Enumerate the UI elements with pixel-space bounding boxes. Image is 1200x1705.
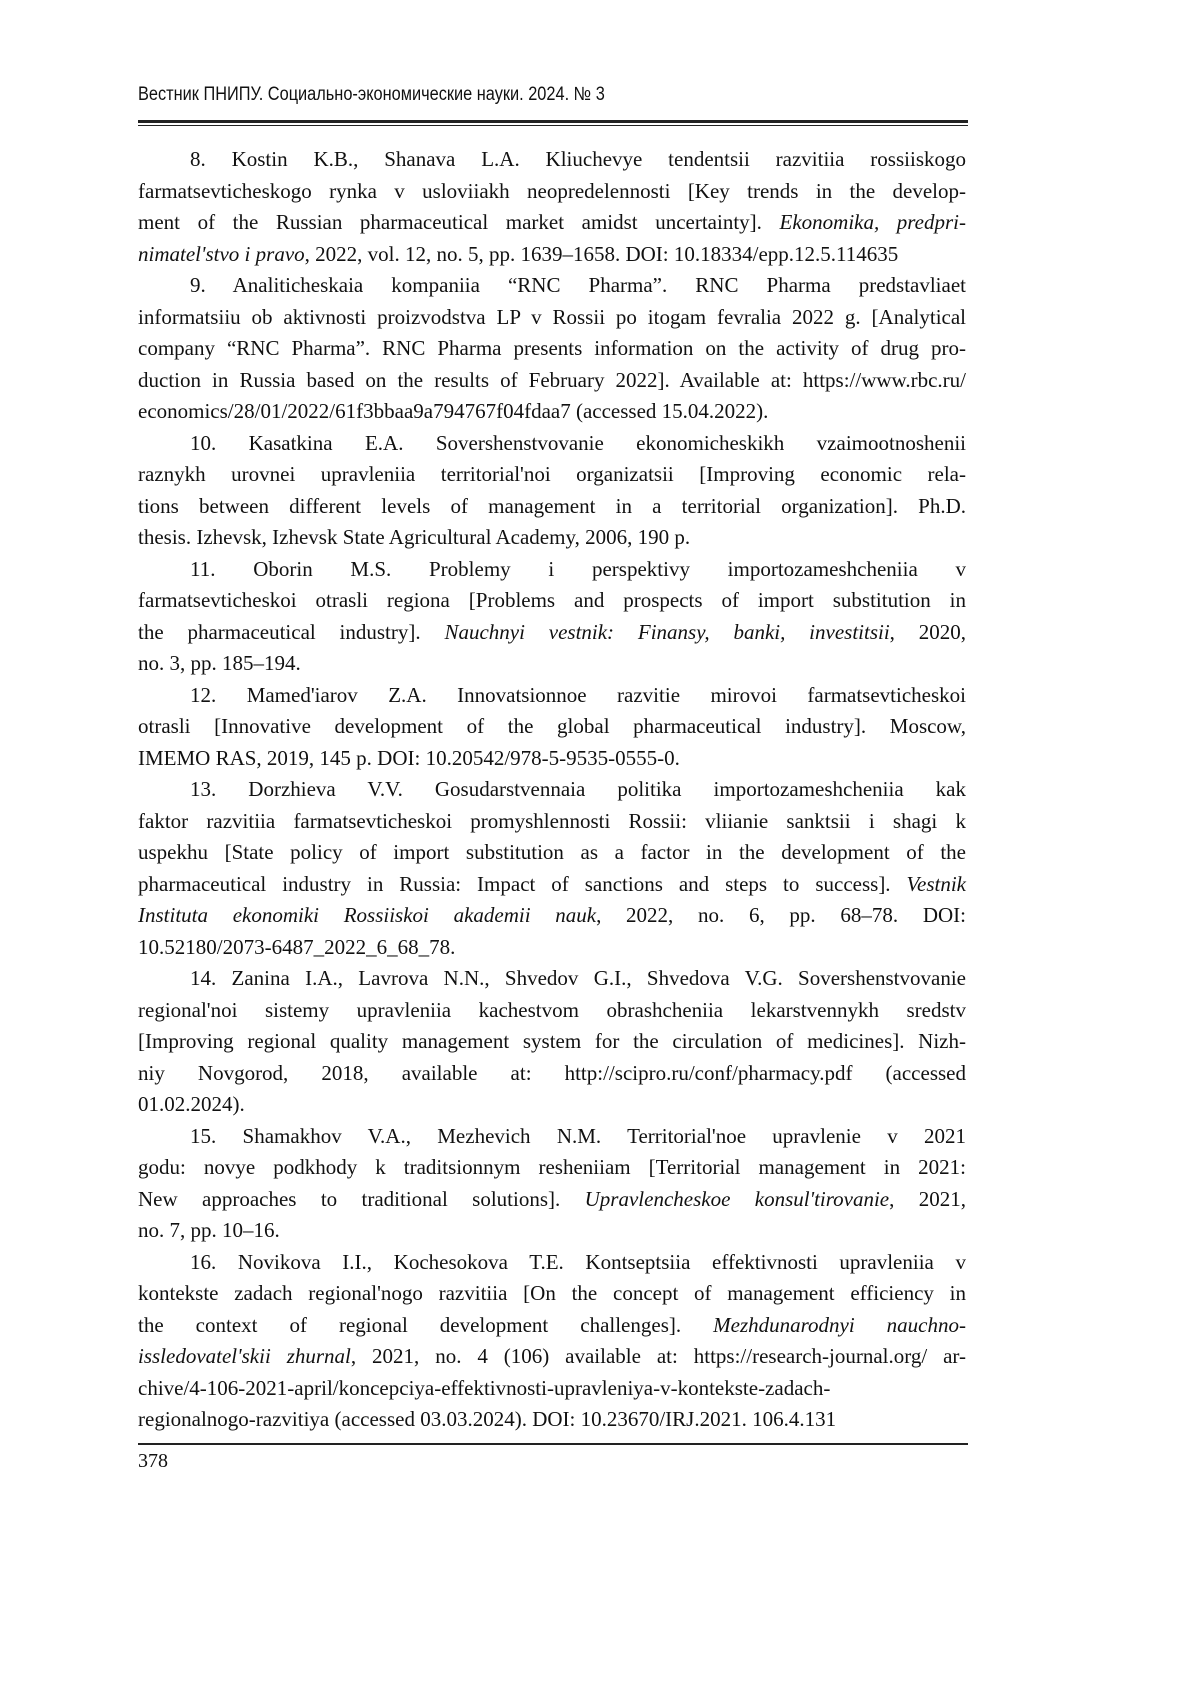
- reference-text: godu: novye podkhody k traditsionnym resheniiam [Territorial management in 2021:: [138, 1155, 966, 1179]
- reference-line: [138, 396, 966, 428]
- reference-text: chive/4-106-2021-april/koncepciya-effektivnosti-upravleniya-v-kontekste-zadach-: [138, 1376, 830, 1400]
- reference-line: [138, 963, 966, 995]
- reference-line: [138, 774, 966, 806]
- reference-text: the pharmaceutical industry].: [138, 620, 444, 644]
- reference-entry: [138, 774, 966, 963]
- reference-line: [138, 1058, 966, 1090]
- reference-text: regional'noi sistemy upravleniia kachestvom obrashcheniia lekarstvennykh sredstv: [138, 998, 966, 1022]
- reference-line: [138, 837, 966, 869]
- reference-line: [138, 1278, 966, 1310]
- footer-divider: [138, 1443, 968, 1445]
- header-divider-thin: [138, 125, 968, 126]
- reference-text: 16. Novikova I.I., Kochesokova T.E. Kontseptsiia effektivnosti upravleniia v: [190, 1250, 966, 1274]
- reference-line: [138, 1089, 966, 1121]
- reference-line: [138, 1341, 966, 1373]
- reference-text: , 2021,: [889, 1187, 966, 1211]
- reference-text: ment of the Russian pharmaceutical market amidst uncertainty].: [138, 210, 780, 234]
- reference-text: tions between different levels of management in a territorial organization]. Ph.D.: [138, 494, 966, 518]
- reference-line: [138, 1215, 966, 1247]
- reference-text: the context of regional development challenges].: [138, 1313, 713, 1337]
- reference-line: [138, 491, 966, 523]
- reference-line: [138, 365, 966, 397]
- reference-line: [138, 1121, 966, 1153]
- reference-line: [138, 333, 966, 365]
- reference-line: [138, 1247, 966, 1279]
- reference-line: [138, 1152, 966, 1184]
- reference-entry: [138, 963, 966, 1121]
- reference-text: 01.02.2024).: [138, 1092, 245, 1116]
- reference-line: [138, 1373, 966, 1405]
- reference-text: 10. Kasatkina E.A. Sovershenstvovanie ekonomicheskikh vzaimootnoshenii: [190, 431, 966, 455]
- reference-text: uspekhu [State policy of import substitution as a factor in the development of the: [138, 840, 966, 864]
- reference-line: [138, 1184, 966, 1216]
- reference-text: 14. Zanina I.A., Lavrova N.N., Shvedov G.I., Shvedova V.G. Sovershenstvovanie: [190, 966, 966, 990]
- reference-text: , 2022, no. 6, pp. 68–78. DOI:: [596, 903, 966, 927]
- reference-text: 13. Dorzhieva V.V. Gosudarstvennaia politika importozameshcheniia kak: [190, 777, 966, 801]
- reference-line: [138, 995, 966, 1027]
- reference-text: no. 7, pp. 10–16.: [138, 1218, 280, 1242]
- reference-text: 9. Analiticheskaia kompaniia “RNC Pharma”. RNC Pharma predstavliaet: [190, 273, 966, 297]
- reference-text: , 2021, no. 4 (106) available at: https://research-journal.org/ ar-: [351, 1344, 966, 1368]
- reference-text: niy Novgorod, 2018, available at: http://scipro.ru/conf/pharmacy.pdf (accessed: [138, 1061, 966, 1085]
- reference-text: 15. Shamakhov V.A., Mezhevich N.M. Territorial'noe upravlenie v 2021: [190, 1124, 966, 1148]
- reference-text: faktor razvitiia farmatsevticheskoi promyshlennosti Rossii: vliianie sanktsii i shagi k: [138, 809, 966, 833]
- reference-list: [138, 144, 966, 1436]
- reference-line: [138, 1310, 966, 1342]
- reference-text: informatsiiu ob aktivnosti proizvodstva LP v Rossii po itogam fevralia 2022 g. [Analytical: [138, 305, 966, 329]
- reference-line: [138, 144, 966, 176]
- reference-text: 11. Oborin M.S. Problemy i perspektivy importozameshcheniia v: [190, 557, 966, 581]
- reference-text: company “RNC Pharma”. RNC Pharma presents information on the activity of drug pro-: [138, 336, 966, 360]
- reference-text: raznykh urovnei upravleniia territorial'noi organizatsii [Improving economic rela-: [138, 462, 966, 486]
- reference-source-italic: Ekonomika, predpri-: [780, 210, 967, 234]
- reference-line: [138, 239, 966, 271]
- reference-line: [138, 1404, 966, 1436]
- reference-source-italic: Upravlencheskoe konsul'tirovanie: [585, 1187, 890, 1211]
- reference-text: 12. Mamed'iarov Z.A. Innovatsionnoe razvitie mirovoi farmatsevticheskoi: [190, 683, 966, 707]
- reference-line: [138, 459, 966, 491]
- reference-text: 8. Kostin K.B., Shanava L.A. Kliuchevye tendentsii razvitiia rossiiskogo: [190, 147, 966, 171]
- reference-source-italic: Instituta ekonomiki Rossiiskoi akademii nauk: [138, 903, 596, 927]
- reference-line: [138, 743, 966, 775]
- reference-text: regionalnogo-razvitiya (accessed 03.03.2024). DOI: 10.23670/IRJ.2021. 106.4.131: [138, 1407, 836, 1431]
- reference-text: , 2022, vol. 12, no. 5, pp. 1639–1658. DOI: 10.18334/epp.12.5.114635: [305, 242, 899, 266]
- reference-source-italic: Vestnik: [907, 872, 966, 896]
- reference-line: [138, 900, 966, 932]
- journal-header: Вестник ПНИПУ. Социально-экономические науки. 2024. № 3: [138, 84, 605, 106]
- reference-text: farmatsevticheskoi otrasli regiona [Problems and prospects of import substitution in: [138, 588, 966, 612]
- reference-text: thesis. Izhevsk, Izhevsk State Agricultural Academy, 2006, 190 p.: [138, 525, 690, 549]
- reference-text: kontekste zadach regional'nogo razvitiia [On the concept of management efficiency in: [138, 1281, 966, 1305]
- reference-text: no. 3, pp. 185–194.: [138, 651, 301, 675]
- reference-entry: [138, 1121, 966, 1247]
- reference-text: [Improving regional quality management system for the circulation of medicines]. Nizh-: [138, 1029, 966, 1053]
- reference-text: 10.52180/2073-6487_2022_6_68_78.: [138, 935, 455, 959]
- reference-entry: [138, 270, 966, 428]
- reference-text: economics/28/01/2022/61f3bbaa9a794767f04fdaa7 (accessed 15.04.2022).: [138, 399, 768, 423]
- reference-text: pharmaceutical industry in Russia: Impact of sanctions and steps to success].: [138, 872, 907, 896]
- reference-line: [138, 617, 966, 649]
- header-divider: [138, 120, 968, 123]
- reference-text: farmatsevticheskogo rynka v usloviiakh neopredelennosti [Key trends in the develop-: [138, 179, 966, 203]
- reference-entry: [138, 428, 966, 554]
- reference-entry: [138, 144, 966, 270]
- reference-entry: [138, 1247, 966, 1436]
- reference-text: IMEMO RAS, 2019, 145 p. DOI: 10.20542/978-5-9535-0555-0.: [138, 746, 680, 770]
- reference-text: , 2020,: [890, 620, 966, 644]
- reference-text: otrasli [Innovative development of the global pharmaceutical industry]. Moscow,: [138, 714, 966, 738]
- reference-line: [138, 176, 966, 208]
- reference-line: [138, 711, 966, 743]
- reference-line: [138, 585, 966, 617]
- reference-entry: [138, 554, 966, 680]
- reference-line: [138, 869, 966, 901]
- reference-line: [138, 302, 966, 334]
- reference-source-italic: Mezhdunarodnyi nauchno-: [713, 1313, 966, 1337]
- reference-source-italic: nimatel'stvo i pravo: [138, 242, 305, 266]
- reference-line: [138, 428, 966, 460]
- reference-line: [138, 522, 966, 554]
- reference-line: [138, 554, 966, 586]
- reference-entry: [138, 680, 966, 775]
- reference-line: [138, 270, 966, 302]
- reference-line: [138, 932, 966, 964]
- reference-text: New approaches to traditional solutions].: [138, 1187, 585, 1211]
- reference-line: [138, 680, 966, 712]
- reference-line: [138, 207, 966, 239]
- reference-line: [138, 1026, 966, 1058]
- reference-source-italic: issledovatel'skii zhurnal: [138, 1344, 351, 1368]
- reference-text: duction in Russia based on the results of February 2022]. Available at: https://www.rbc.ru/: [138, 368, 966, 392]
- page-number: 378: [138, 1450, 168, 1473]
- reference-line: [138, 806, 966, 838]
- reference-line: [138, 648, 966, 680]
- reference-source-italic: Nauchnyi vestnik: Finansy, banki, investitsii: [444, 620, 889, 644]
